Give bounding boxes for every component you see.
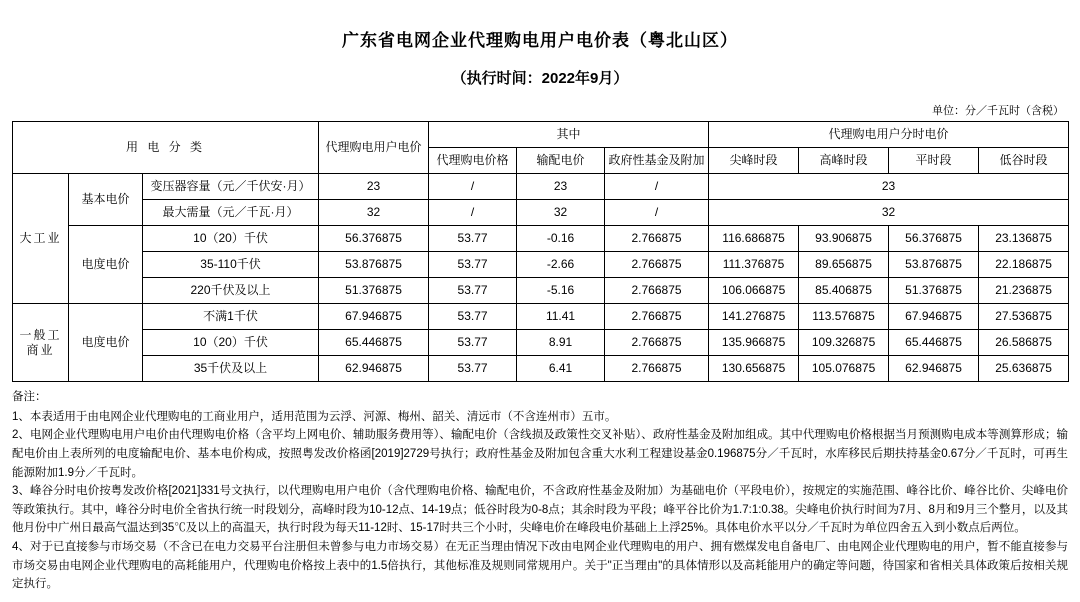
header-agent-price: 代理购电用户电价: [319, 122, 429, 174]
cell-time-3: 21.236875: [979, 278, 1069, 304]
table-row: [13, 226, 1069, 252]
cell-among-2: 2.766875: [605, 252, 709, 278]
cell-time-0: 111.376875: [709, 252, 799, 278]
cell-among-1: 6.41: [517, 356, 605, 382]
cell-among-0: 53.77: [429, 278, 517, 304]
cell-time-merged: 32: [709, 200, 1069, 226]
cell-among-0: /: [429, 200, 517, 226]
cell-among-1: 32: [517, 200, 605, 226]
note-item-1: 1、本表适用于由电网企业代理购电的工商业用户，适用范围为云浮、河源、梅州、韶关、清远市（不含连州市）五市。: [12, 410, 617, 423]
row-item: 220千伏及以上: [143, 278, 319, 304]
cell-among-2: 2.766875: [605, 356, 709, 382]
cell-time-1: 109.326875: [799, 330, 889, 356]
notes-section: [12, 388, 1068, 594]
cell-time-2: 67.946875: [889, 304, 979, 330]
electricity-price-table: [12, 121, 1069, 382]
header-time-col-1: 高峰时段: [799, 148, 889, 174]
row-item: 35-110千伏: [143, 252, 319, 278]
cell-among-0: /: [429, 174, 517, 200]
cell-time-3: 22.186875: [979, 252, 1069, 278]
cell-agent-price: 51.376875: [319, 278, 429, 304]
header-among-which: 其中: [429, 122, 709, 148]
cell-among-1: -0.16: [517, 226, 605, 252]
cell-among-2: /: [605, 174, 709, 200]
header-among-col-0: 代理购电价格: [429, 148, 517, 174]
row-item: 35千伏及以上: [143, 356, 319, 382]
cell-agent-price: 23: [319, 174, 429, 200]
cell-agent-price: 32: [319, 200, 429, 226]
table-row: [13, 304, 1069, 330]
cell-among-1: 8.91: [517, 330, 605, 356]
cell-time-2: 62.946875: [889, 356, 979, 382]
section-label-energy-price: 电度电价: [69, 304, 143, 382]
group-label-general-commercial: [13, 304, 69, 382]
header-time-col-0: 尖峰时段: [709, 148, 799, 174]
cell-time-merged: 23: [709, 174, 1069, 200]
cell-time-3: 25.636875: [979, 356, 1069, 382]
cell-time-1: 113.576875: [799, 304, 889, 330]
header-time-of-use-price: 代理购电用户分时电价: [709, 122, 1069, 148]
cell-agent-price: 67.946875: [319, 304, 429, 330]
group-label-major-industry: 大工业: [13, 174, 69, 304]
table-row: [13, 278, 1069, 304]
row-item: 10（20）千伏: [143, 330, 319, 356]
document-page: [0, 26, 1080, 594]
cell-time-1: 93.906875: [799, 226, 889, 252]
row-item: 10（20）千伏: [143, 226, 319, 252]
cell-among-2: 2.766875: [605, 278, 709, 304]
cell-among-2: 2.766875: [605, 330, 709, 356]
cell-time-3: 26.586875: [979, 330, 1069, 356]
table-row: [13, 252, 1069, 278]
cell-time-0: 141.276875: [709, 304, 799, 330]
cell-agent-price: 62.946875: [319, 356, 429, 382]
page-title: 广东省电网企业代理购电用户电价表（粤北山区）: [342, 31, 738, 50]
note-item-2: 2、电网企业代理购电用户电价由代理购电价格（含平均上网电价、辅助服务费用等）、输配电价（含线损及政策性交叉补贴）、政府性基金及附加组成。其中代理购电价格根据当月预测购电成本等测算形成；输配电价由上表所列的电度输配电价、基本电价构成，按照粤发改价格函[2019]2729号执行；政府性基金及附加包含重大水利工程建设基金0.196875分／千瓦时，水库移民后期扶持基金0.67分／千瓦时，可再生能源附加1.9分／千瓦时。: [12, 429, 1068, 479]
cell-time-2: 56.376875: [889, 226, 979, 252]
cell-among-1: -2.66: [517, 252, 605, 278]
section-label-energy-price: 电度电价: [69, 226, 143, 304]
table-row: [13, 330, 1069, 356]
cell-among-0: 53.77: [429, 356, 517, 382]
cell-time-1: 105.076875: [799, 356, 889, 382]
row-item: 不满1千伏: [143, 304, 319, 330]
cell-among-0: 53.77: [429, 304, 517, 330]
row-item: 变压器容量（元／千伏安·月）: [143, 174, 319, 200]
header-category: 用 电 分 类: [13, 122, 319, 174]
row-item: 最大需量（元／千瓦·月）: [143, 200, 319, 226]
cell-time-3: 27.536875: [979, 304, 1069, 330]
cell-among-0: 53.77: [429, 226, 517, 252]
note-item-4: 4、对于已直接参与市场交易（不含已在电力交易平台注册但未曾参与电力市场交易）在无正当理由情况下改由电网企业代理购电的用户、拥有燃煤发电自备电厂、由电网企业代理购电的用户，暂不能直接参与市场交易由电网企业代理购电的高耗能用户，代理购电价格按上表中的1.5倍执行，其他标准及规则同常规用户。关于"正当理由"的具体情形以及高耗能用户的确定等问题，待国家和省相关具体政策后按相关规定执行。: [12, 541, 1068, 591]
cell-agent-price: 53.876875: [319, 252, 429, 278]
cell-among-1: 11.41: [517, 304, 605, 330]
group-label-text: 一般工商业: [19, 327, 62, 357]
cell-time-2: 65.446875: [889, 330, 979, 356]
table-row: [13, 174, 1069, 200]
cell-time-0: 135.966875: [709, 330, 799, 356]
cell-agent-price: 56.376875: [319, 226, 429, 252]
cell-time-1: 89.656875: [799, 252, 889, 278]
header-among-col-1: 输配电价: [517, 148, 605, 174]
cell-among-0: 53.77: [429, 330, 517, 356]
cell-among-2: 2.766875: [605, 226, 709, 252]
cell-among-1: 23: [517, 174, 605, 200]
table-row: [13, 356, 1069, 382]
cell-among-2: 2.766875: [605, 304, 709, 330]
notes-heading: 备注：: [12, 391, 47, 403]
header-among-col-2: 政府性基金及附加: [605, 148, 709, 174]
note-item-3: 3、峰谷分时电价按粤发改价格[2021]331号文执行，以代理购电用户电价（含代理购电价格、输配电价，不含政府性基金及附加）为基础电价（平段电价），按规定的实施范围、峰谷比价、峰谷比价、尖峰电价等政策执行。其中，峰谷分时电价全省执行统一时段划分，高峰时段为10-12点、14-19点；低谷时段为0-8点；其余时段为平段；峰平谷比价为1.7:1:0.38。尖峰电价执行时间为7月、8月和9月三个整月，以及其他月份中广州日最高气温达到35℃及以上的高温天，执行时段为每天11-12时、15-17时共三个小时，尖峰电价在峰段电价基础上上浮25%。具体电价水平以分／千瓦时为单位四舍五入到小数点后两位。: [12, 485, 1068, 535]
header-time-col-3: 低谷时段: [979, 148, 1069, 174]
cell-time-0: 130.656875: [709, 356, 799, 382]
unit-note: 单位：分／千瓦时（含税）: [932, 105, 1064, 117]
cell-time-0: 116.686875: [709, 226, 799, 252]
cell-time-2: 53.876875: [889, 252, 979, 278]
cell-time-3: 23.136875: [979, 226, 1069, 252]
page-subtitle: （执行时间：2022年9月）: [451, 70, 629, 87]
cell-time-0: 106.066875: [709, 278, 799, 304]
table-row: [13, 200, 1069, 226]
cell-time-2: 51.376875: [889, 278, 979, 304]
cell-among-2: /: [605, 200, 709, 226]
header-time-col-2: 平时段: [889, 148, 979, 174]
cell-time-1: 85.406875: [799, 278, 889, 304]
cell-among-0: 53.77: [429, 252, 517, 278]
cell-among-1: -5.16: [517, 278, 605, 304]
section-label-basic-price: 基本电价: [69, 174, 143, 226]
table-header-row-1: [13, 122, 1069, 148]
cell-agent-price: 65.446875: [319, 330, 429, 356]
